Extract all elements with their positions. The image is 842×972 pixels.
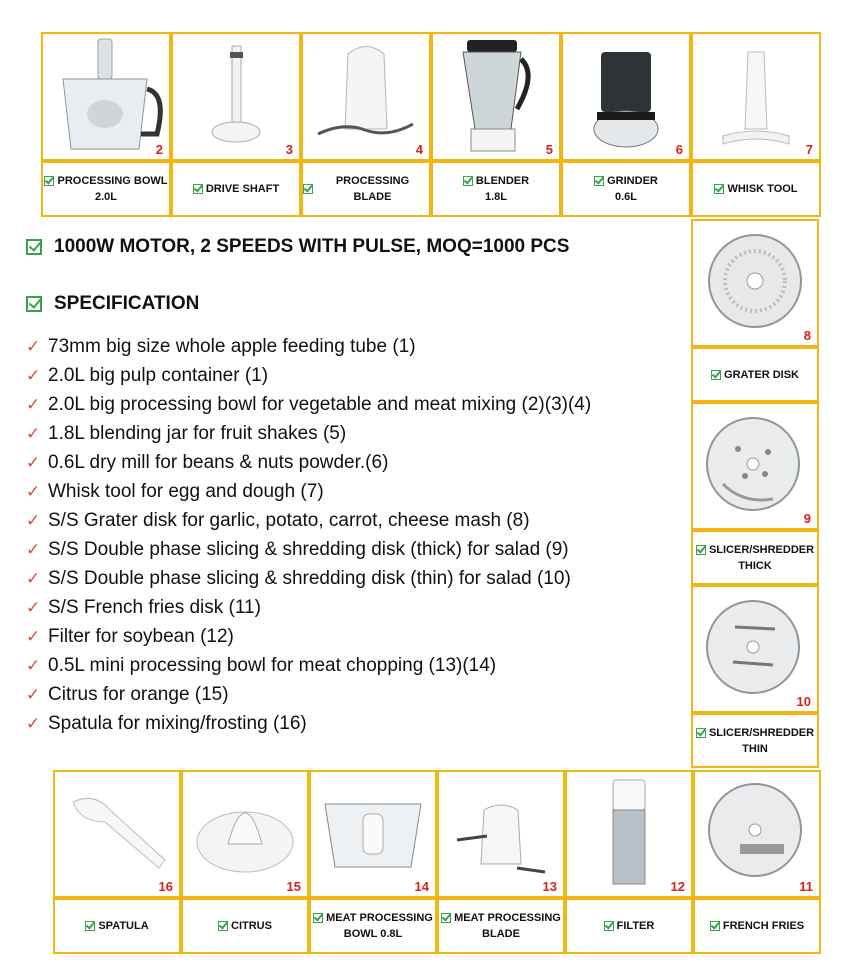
top-image-cell-4 <box>301 32 431 161</box>
tick-icon: ✓ <box>26 714 41 733</box>
motor-heading <box>26 236 569 258</box>
filter-icon <box>567 772 691 896</box>
grinder-icon <box>563 34 689 159</box>
item-number: 8 <box>803 328 811 343</box>
bottom-image-cell-12 <box>565 770 693 898</box>
item-number: 5 <box>545 142 553 157</box>
top-image-cell-3 <box>171 32 301 161</box>
list-item: ✓ 2.0L big pulp container (1) <box>26 361 591 390</box>
processing-bowl-icon <box>43 34 169 159</box>
right-image-cell-9 <box>691 402 819 530</box>
bottom-label-cell-13 <box>437 898 565 954</box>
item-number: 6 <box>675 142 683 157</box>
bottom-image-cell-16 <box>53 770 181 898</box>
tick-icon: ✓ <box>26 511 41 530</box>
item-number: 12 <box>670 879 685 894</box>
spec-list <box>26 332 591 738</box>
check-icon <box>594 176 604 186</box>
tick-icon: ✓ <box>26 685 41 704</box>
bottom-label-cell-12 <box>565 898 693 954</box>
label-text: PROCESSING BOWL <box>57 175 168 187</box>
label-text: BLENDER <box>475 175 530 187</box>
blender-jar-icon <box>433 34 559 159</box>
label-text: PROCESSING BLADE <box>335 175 410 203</box>
tick-icon: ✓ <box>26 337 41 356</box>
top-image-cell-7 <box>691 32 821 161</box>
check-icon <box>696 728 706 738</box>
label-subtext: 0.6L <box>614 191 637 203</box>
item-number: 2 <box>155 142 163 157</box>
check-icon <box>710 921 720 931</box>
check-icon <box>711 370 721 380</box>
list-item: ✓ Whisk tool for egg and dough (7) <box>26 477 591 506</box>
check-icon <box>44 176 54 186</box>
tick-icon: ✓ <box>26 482 41 501</box>
top-image-cell-2 <box>41 32 171 161</box>
label-text: WHISK TOOL <box>727 183 798 195</box>
item-number: 11 <box>799 879 813 894</box>
meat-processing-blade-icon <box>439 772 563 896</box>
check-icon <box>604 921 614 931</box>
check-icon <box>193 184 203 194</box>
list-item: ✓ Filter for soybean (12) <box>26 622 591 651</box>
tick-icon: ✓ <box>26 395 41 414</box>
tick-icon: ✓ <box>26 424 41 443</box>
check-icon <box>313 913 323 923</box>
whisk-tool-icon <box>693 34 819 159</box>
item-number: 4 <box>415 142 423 157</box>
french-fries-disk-icon <box>695 772 819 896</box>
label-subtext: BLADE <box>482 928 520 940</box>
bottom-image-cell-11 <box>693 770 821 898</box>
item-number: 16 <box>158 879 173 894</box>
label-text: CITRUS <box>231 920 272 932</box>
check-icon <box>26 296 42 312</box>
right-label-cell-9 <box>691 530 819 585</box>
item-number: 10 <box>796 694 811 709</box>
item-number: 13 <box>542 879 557 894</box>
check-icon <box>26 239 42 255</box>
check-icon <box>303 184 313 194</box>
tick-icon: ✓ <box>26 366 41 385</box>
list-item: ✓ Citrus for orange (15) <box>26 680 591 709</box>
bottom-label-cell-15 <box>181 898 309 954</box>
item-number: 14 <box>414 879 429 894</box>
list-item: ✓ S/S French fries disk (11) <box>26 593 591 622</box>
list-item: ✓ 73mm big size whole apple feeding tube (1) <box>26 332 591 361</box>
bottom-image-cell-14 <box>309 770 437 898</box>
item-number: 7 <box>805 142 813 157</box>
list-item: ✓ 2.0L big processing bowl for vegetable and meat mixing (2)(3)(4) <box>26 390 591 419</box>
right-label-cell-8 <box>691 347 819 402</box>
citrus-juicer-icon <box>183 772 307 896</box>
motor-heading-text: 1000W MOTOR, 2 SPEEDS WITH PULSE, MOQ=1000 PCS <box>54 236 570 257</box>
label-text: DRIVE SHAFT <box>205 183 280 195</box>
processing-blade-icon <box>303 34 429 159</box>
tick-icon: ✓ <box>26 656 41 675</box>
check-icon <box>441 913 451 923</box>
label-text: FILTER <box>616 920 655 932</box>
list-item: ✓ 1.8L blending jar for fruit shakes (5) <box>26 419 591 448</box>
top-label-cell-3 <box>171 161 301 217</box>
slicer-disk-thick-icon <box>693 404 817 528</box>
drive-shaft-icon <box>173 34 299 159</box>
label-text: MEAT PROCESSING <box>454 912 561 924</box>
top-label-cell-5 <box>431 161 561 217</box>
list-item: ✓ S/S Grater disk for garlic, potato, carrot, cheese mash (8) <box>26 506 591 535</box>
label-text: FRENCH FRIES <box>722 920 805 932</box>
tick-icon: ✓ <box>26 453 41 472</box>
list-item: ✓ 0.6L dry mill for beans & nuts powder.(6) <box>26 448 591 477</box>
bottom-image-cell-15 <box>181 770 309 898</box>
label-text: SLICER/SHREDDER <box>708 543 815 556</box>
check-icon <box>463 176 473 186</box>
bottom-label-cell-11 <box>693 898 821 954</box>
top-image-cell-6 <box>561 32 691 161</box>
right-image-cell-8 <box>691 219 819 347</box>
spatula-icon <box>55 772 179 896</box>
list-item: ✓ S/S Double phase slicing & shredding disk (thin) for salad (10) <box>26 564 591 593</box>
item-number: 15 <box>286 879 301 894</box>
top-label-cell-4 <box>301 161 431 217</box>
label-text: MEAT PROCESSING <box>326 912 433 924</box>
item-number: 9 <box>803 511 811 526</box>
label-subtext: 1.8L <box>484 191 507 203</box>
slicer-disk-thin-icon <box>693 587 817 711</box>
label-subtext: THIN <box>742 742 768 755</box>
label-subtext: 2.0L <box>94 191 117 203</box>
bottom-image-cell-13 <box>437 770 565 898</box>
label-text: SLICER/SHREDDER <box>708 726 815 739</box>
top-label-cell-6 <box>561 161 691 217</box>
check-icon <box>714 184 724 194</box>
tick-icon: ✓ <box>26 569 41 588</box>
item-number: 3 <box>285 142 293 157</box>
bottom-label-cell-14 <box>309 898 437 954</box>
list-item: ✓ 0.5L mini processing bowl for meat chopping (13)(14) <box>26 651 591 680</box>
meat-processing-bowl-icon <box>311 772 435 896</box>
right-image-cell-10 <box>691 585 819 713</box>
label-text: SPATULA <box>98 920 149 932</box>
label-text: GRINDER <box>607 175 658 187</box>
list-item: ✓ S/S Double phase slicing & shredding disk (thick) for salad (9) <box>26 535 591 564</box>
check-icon <box>85 921 95 931</box>
label-subtext: THICK <box>738 559 772 572</box>
top-label-cell-2 <box>41 161 171 217</box>
check-icon <box>696 545 706 555</box>
list-item: ✓ Spatula for mixing/frosting (16) <box>26 709 591 738</box>
tick-icon: ✓ <box>26 598 41 617</box>
spec-heading <box>26 293 199 315</box>
tick-icon: ✓ <box>26 540 41 559</box>
bottom-label-cell-16 <box>53 898 181 954</box>
label-subtext: BOWL 0.8L <box>343 928 403 940</box>
spec-heading-text: SPECIFICATION <box>54 293 200 314</box>
right-label-cell-10 <box>691 713 819 768</box>
top-label-cell-7 <box>691 161 821 217</box>
check-icon <box>218 921 228 931</box>
tick-icon: ✓ <box>26 627 41 646</box>
grater-disk-icon <box>693 221 817 345</box>
top-image-cell-5 <box>431 32 561 161</box>
label-text: GRATER DISK <box>724 368 799 381</box>
